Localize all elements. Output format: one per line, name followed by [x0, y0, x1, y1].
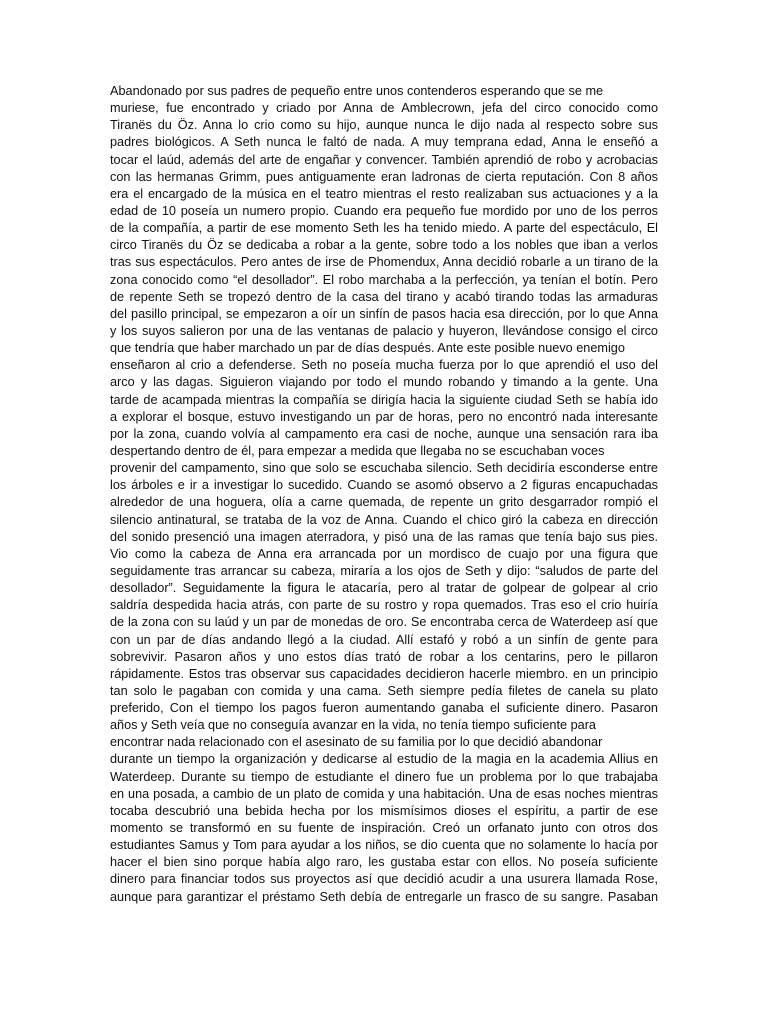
text-line: a explorar el bosque, estuvo investigando un par de horas, pero no encontró nada interesante: [110, 409, 658, 424]
text-line: Vio como la cabeza de Anna era arrancada por un mordisco de cuajo por una figura que: [110, 546, 658, 561]
text-line: estudiantes Samus y Tom para ayudar a los niños, se dio cuenta que no solamente lo hacía por: [110, 838, 658, 853]
text-line: que tendría que haber marchado un par de días después. Ante este posible nuevo enemigo: [110, 341, 625, 356]
text-line: circo Tiranës du Öz se dedicaba a robar a la gente, sobre todo a los nobles que iban a verlos: [110, 238, 658, 253]
text-line: enseñaron al crio a defenderse. Seth no poseía mucha fuerza por lo que aprendió el uso del: [110, 358, 658, 373]
text-line: Waterdeep. Durante su tiempo de estudiante el dinero fue un problema por lo que trabajaba: [110, 769, 658, 784]
text-line: provenir del campamento, sino que solo se escuchaba silencio. Seth decidiría esconderse entre: [110, 461, 658, 476]
text-line: dinero para financiar todos sus proyectos así que decidió acudir a una usurera llamada Rose,: [110, 872, 658, 887]
text-line: saldría despedida hacia atrás, con parte de su rostro y ropa quemados. Tras eso el crio huiría: [110, 598, 658, 613]
text-line: preferido, Con el tiempo los pagos fueron aumentando ganaba el suficiente dinero. Pasaron: [110, 701, 658, 716]
document-page: [110, 83, 658, 906]
text-line: y los suyos salieron por una de las ventanas de palacio y huyeron, llevándose consigo el circo: [110, 323, 658, 338]
text-line: Abandonado por sus padres de pequeño entre unos contenderos esperando que se me: [110, 84, 604, 98]
text-line: silencio antinatural, se trataba de la voz de Anna. Cuando el chico giró la cabeza en dirección: [110, 512, 658, 527]
text-line: por la zona, cuando volvía al campamento era casi de noche, aunque una sensación rara iba: [110, 426, 658, 441]
text-line: Tiranës du Öz. Anna lo crio como su hijo, aunque nunca le dijo nada al respecto sobre sus: [110, 118, 658, 133]
text-line: del pasillo principal, se empezaron a oír un sinfín de pasos hacia esa dirección, por lo que Anna: [110, 306, 658, 321]
text-line: muriese, fue encontrado y criado por Anna de Amblecrown, jefa del circo conocido como: [110, 101, 658, 116]
text-line: padres biológicos. A Seth nunca le faltó de nada. A muy temprana edad, Anna le enseñó a: [110, 135, 658, 150]
text-line: los árboles e ir a investigar lo sucedido. Cuando se asomó observo a 2 figuras encapuchadas: [110, 478, 658, 493]
text-line: del sonido presenció una imagen aterradora, y pisó una de las ramas que tenía bajo sus pies.: [110, 529, 658, 544]
text-line: desollador”. Seguidamente la figura le atacaría, pero al tratar de golpear de golpear al crio: [110, 581, 658, 596]
text-line: hacer el bien sino porque había algo raro, les gustaba estar con ellos. No poseía suficiente: [110, 855, 658, 870]
text-line: edad de 10 poseía un numero propio. Cuando era pequeño fue mordido por uno de los perros: [110, 203, 658, 218]
text-line: durante un tiempo la organización y dedicarse al estudio de la magia en la academia Allius en: [110, 752, 658, 767]
text-line: tocar el laúd, además del arte de engañar y convencer. También aprendió de robo y acrobacias: [110, 152, 658, 167]
text-line: momento se transformó en su fuente de inspiración. Creó un orfanato junto con otros dos: [110, 821, 658, 836]
text-line: despertando dentro de él, para empezar a medida que llegaba no se escuchaban voces: [110, 443, 605, 458]
text-line: aunque para garantizar el préstamo Seth debía de entregarle un frasco de su sangre. Pasaban: [110, 889, 658, 904]
text-line: tan solo le pagaban con comida y una cama. Seth siempre pedía filetes de canela su plato: [110, 683, 658, 698]
text-line: zona conocido como “el desollador”. El robo marchaba a la perfección, ya tenían el botín. Pero: [110, 272, 658, 287]
text-line: sobrevivir. Pasaron años y uno estos días trató de robar a los centarins, pero le pillaron: [110, 649, 658, 664]
body-text: [110, 83, 658, 906]
text-line: con las hermanas Grimm, pues antiguamente eran ladronas de cierta reputación. Con 8 años: [110, 169, 658, 184]
text-line: seguidamente tras arrancar su cabeza, miraría a los ojos de Seth y dijo: “saludos de parte del: [110, 563, 658, 578]
text-line: tarde de acampada mientras la compañía se dirigía hacia la siguiente ciudad Seth se había ido: [110, 392, 658, 407]
text-line: años y Seth veía que no conseguía avanzar en la vida, no tenía tiempo suficiente para: [110, 718, 596, 733]
text-line: de la compañía, a partir de ese momento Seth les ha tenido miedo. A parte del espectáculo, El: [110, 221, 658, 236]
text-line: arco y las dagas. Siguieron viajando por todo el mundo robando y timando a la gente. Una: [110, 375, 658, 390]
text-line: tocaba descubrió una bebida hecha por los mismísimos dioses el espíritu, a partir de ese: [110, 803, 658, 818]
text-line: era el encargado de la música en el teatro mientras el resto realizaban sus actuaciones y a la: [110, 186, 658, 201]
text-line: con un par de días andando llegó a la ciudad. Allí estafó y robó a un sinfín de gente para: [110, 632, 658, 647]
text-line: en una posada, a cambio de un plato de comida y una habitación. Una de esas noches mientras: [110, 786, 658, 801]
text-line: rápidamente. Estos tras observar sus capacidades decidieron hacerle miembro. en un principio: [110, 666, 658, 681]
text-line: de repente Seth se tropezó dentro de la casa del tirano y acabó tirando todas las armaduras: [110, 289, 658, 304]
text-line: de la zona con su laúd y un par de monedas de oro. Se encontraba cerca de Waterdeep así que: [110, 615, 658, 630]
text-line: encontrar nada relacionado con el asesinato de su familia por lo que decidió abandonar: [110, 735, 603, 750]
text-line: alrededor de una hoguera, olía a carne quemada, de repente un grito desgarrador rompió el: [110, 495, 658, 510]
text-line: tras sus espectáculos. Pero antes de irse de Phomendux, Anna decidió robarle a un tirano de la: [110, 255, 658, 270]
